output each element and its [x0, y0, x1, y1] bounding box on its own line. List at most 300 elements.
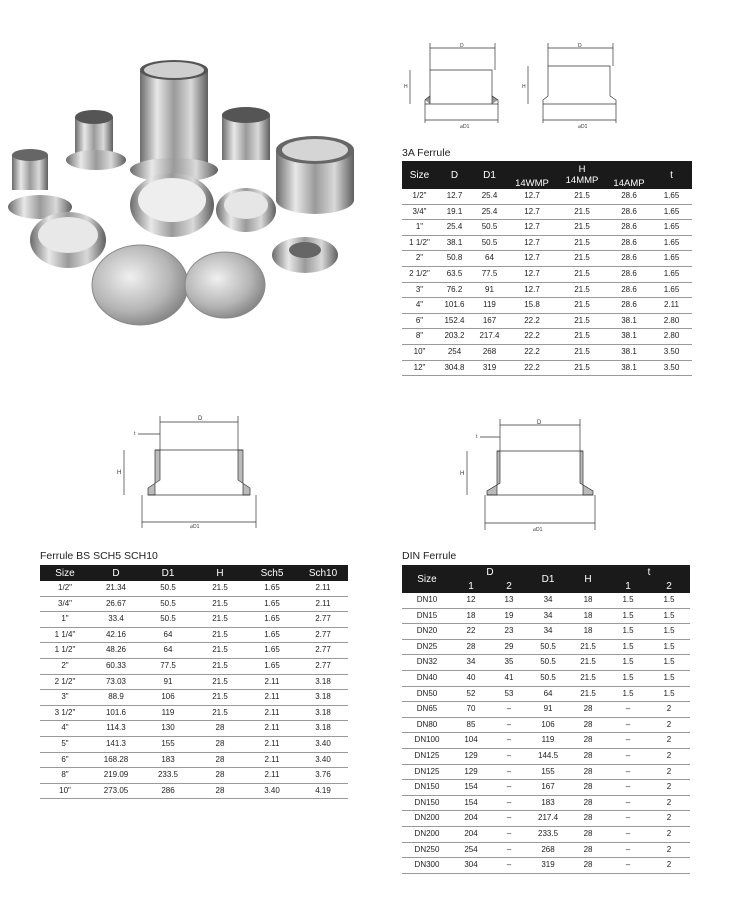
- table-cell: 2": [402, 251, 437, 267]
- table-cell: DN250: [402, 842, 452, 858]
- table-cell: 12.7: [507, 220, 557, 236]
- table-cell: 28.6: [607, 189, 651, 204]
- table-cell: DN200: [402, 811, 452, 827]
- table-cell: 268: [472, 344, 507, 360]
- table-cell: 2.80: [651, 329, 692, 345]
- table-cell: 1.5: [608, 686, 648, 702]
- label-d1: ⌀D1: [533, 527, 543, 533]
- table-cell: 28: [568, 842, 608, 858]
- table-cell: DN150: [402, 795, 452, 811]
- table-cell: 28.6: [607, 298, 651, 314]
- table-cell: 18: [568, 624, 608, 640]
- table-cell: 12.7: [507, 189, 557, 204]
- table-row: [40, 627, 348, 643]
- table-cell: 12.7: [507, 251, 557, 267]
- table-cell: 21.5: [557, 360, 607, 376]
- table-cell: 254: [452, 842, 490, 858]
- table-cell: 1.5: [648, 593, 690, 608]
- table-cell: 50.5: [142, 581, 194, 596]
- table-cell: 50.5: [142, 596, 194, 612]
- table-cell: 77.5: [472, 266, 507, 282]
- table-cell: 1.5: [608, 608, 648, 624]
- table-cell: 155: [528, 764, 568, 780]
- header-sch5: Sch5: [246, 565, 298, 581]
- table-cell: 6": [40, 752, 90, 768]
- table-row: [402, 780, 690, 796]
- table-row: [40, 736, 348, 752]
- label-d: D: [537, 420, 542, 426]
- table-cell: 2: [648, 795, 690, 811]
- table-cell: 35: [490, 655, 528, 671]
- table-cell: 204: [452, 811, 490, 827]
- table-cell: 2: [648, 717, 690, 733]
- table-cell: 3.50: [651, 360, 692, 376]
- table-cell: 168.28: [90, 752, 142, 768]
- table-cell: 154: [452, 780, 490, 796]
- table-row: [402, 702, 690, 718]
- table-cell: 2.77: [298, 658, 348, 674]
- header-sch10: Sch10: [298, 565, 348, 581]
- label-d1: ⌀D1: [460, 124, 470, 130]
- table-cell: 2: [648, 764, 690, 780]
- table-cell: 38.1: [607, 360, 651, 376]
- table-cell: 91: [472, 282, 507, 298]
- table-cell: DN125: [402, 748, 452, 764]
- table-cell: 40: [452, 670, 490, 686]
- table-cell: –: [490, 842, 528, 858]
- table-cell: 12.7: [507, 235, 557, 251]
- table-cell: 21.5: [568, 670, 608, 686]
- table-cell: 2: [648, 858, 690, 874]
- table-cell: 2: [648, 702, 690, 718]
- table-cell: 2: [648, 733, 690, 749]
- label-h: H: [522, 84, 526, 90]
- table-cell: –: [490, 858, 528, 874]
- table-cell: 21.5: [194, 690, 246, 706]
- table-cell: 8": [402, 329, 437, 345]
- table-row: [402, 298, 692, 314]
- table-cell: 154: [452, 795, 490, 811]
- table-row: [40, 721, 348, 737]
- table-row: [402, 811, 690, 827]
- table-cell: 28: [194, 736, 246, 752]
- table-cell: 12.7: [507, 282, 557, 298]
- table-row: [40, 690, 348, 706]
- table-cell: 21.5: [568, 639, 608, 655]
- table-cell: 304.8: [437, 360, 472, 376]
- table-cell: DN100: [402, 733, 452, 749]
- table-cell: 50.5: [142, 612, 194, 628]
- header-d-2: 2: [490, 579, 528, 593]
- table-cell: 217.4: [528, 811, 568, 827]
- label-d: D: [578, 43, 582, 49]
- table-cell: 3.40: [246, 783, 298, 799]
- table-cell: 1.65: [651, 235, 692, 251]
- table-din-ferrule: [402, 565, 690, 874]
- table-cell: 3.18: [298, 721, 348, 737]
- header-size: Size: [402, 161, 437, 189]
- table-cell: 254: [437, 344, 472, 360]
- header-14amp: 14AMP: [607, 161, 651, 189]
- table-row: [402, 764, 690, 780]
- table-cell: 1/2": [40, 581, 90, 596]
- table-cell: 21.5: [194, 581, 246, 596]
- table-cell: 50.8: [437, 251, 472, 267]
- table-cell: 21.5: [568, 686, 608, 702]
- table-cell: 38.1: [607, 344, 651, 360]
- table-cell: 52: [452, 686, 490, 702]
- table-cell: 1.5: [648, 608, 690, 624]
- table-cell: –: [490, 826, 528, 842]
- table-row: [402, 235, 692, 251]
- table-3a-ferrule: [402, 161, 692, 376]
- table-cell: 3.18: [298, 690, 348, 706]
- table-cell: 50.5: [528, 639, 568, 655]
- table-cell: 2.11: [651, 298, 692, 314]
- table-cell: 104: [452, 733, 490, 749]
- table-cell: 1.65: [246, 596, 298, 612]
- table-cell: 2 1/2": [40, 674, 90, 690]
- table-cell: 21.5: [194, 674, 246, 690]
- table-row: [402, 826, 690, 842]
- table-cell: 1.65: [651, 266, 692, 282]
- table-row: [402, 733, 690, 749]
- table-cell: 1.65: [651, 282, 692, 298]
- table-cell: 129: [452, 748, 490, 764]
- header-size: Size: [402, 565, 452, 593]
- title-3a-ferrule: 3A Ferrule: [402, 147, 451, 159]
- table-cell: 18: [452, 608, 490, 624]
- table-cell: 38.1: [607, 313, 651, 329]
- table-cell: 28: [568, 858, 608, 874]
- table-cell: 21.5: [557, 220, 607, 236]
- table-cell: 3 1/2": [40, 705, 90, 721]
- product-photo: [0, 45, 370, 335]
- table-cell: 48.26: [90, 643, 142, 659]
- table-row: [402, 189, 692, 204]
- table-cell: 42.16: [90, 627, 142, 643]
- table-row: [402, 686, 690, 702]
- table-row: [402, 842, 690, 858]
- table-cell: 217.4: [472, 329, 507, 345]
- table-cell: 12: [452, 593, 490, 608]
- table-cell: DN300: [402, 858, 452, 874]
- table-cell: 2.11: [246, 768, 298, 784]
- header-d: D: [90, 565, 142, 581]
- table-cell: 1.65: [246, 627, 298, 643]
- table-cell: 1": [40, 612, 90, 628]
- table-3a-body: [402, 189, 692, 376]
- table-cell: 167: [528, 780, 568, 796]
- title-bs-ferrule: Ferrule BS SCH5 SCH10: [40, 550, 158, 562]
- label-d: D: [460, 43, 464, 49]
- table-cell: 50.5: [528, 670, 568, 686]
- table-cell: 304: [452, 858, 490, 874]
- table-cell: DN15: [402, 608, 452, 624]
- table-cell: 23: [490, 624, 528, 640]
- table-cell: 21.5: [194, 627, 246, 643]
- table-cell: 21.5: [557, 298, 607, 314]
- table-cell: 204: [452, 826, 490, 842]
- table-cell: 4.19: [298, 783, 348, 799]
- table-cell: –: [608, 842, 648, 858]
- table-cell: 130: [142, 721, 194, 737]
- table-cell: 70: [452, 702, 490, 718]
- table-cell: 28.6: [607, 235, 651, 251]
- label-h: H: [117, 470, 122, 476]
- table-cell: –: [490, 780, 528, 796]
- table-cell: 28: [194, 783, 246, 799]
- table-cell: 183: [142, 752, 194, 768]
- table-cell: 12": [402, 360, 437, 376]
- table-row: [402, 858, 690, 874]
- table-cell: 19: [490, 608, 528, 624]
- table-cell: 21.5: [194, 705, 246, 721]
- header-h: H: [194, 565, 246, 581]
- table-row: [40, 581, 348, 596]
- table-cell: 101.6: [437, 298, 472, 314]
- table-cell: 2.11: [246, 674, 298, 690]
- table-cell: 119: [142, 705, 194, 721]
- table-cell: 22.2: [507, 344, 557, 360]
- table-cell: 25.4: [472, 189, 507, 204]
- table-cell: 34: [528, 608, 568, 624]
- table-cell: 203.2: [437, 329, 472, 345]
- table-cell: 91: [528, 702, 568, 718]
- table-cell: 1.65: [246, 581, 298, 596]
- table-cell: 64: [142, 643, 194, 659]
- table-cell: 167: [472, 313, 507, 329]
- header-h-14mmp: H 14MMP: [557, 161, 607, 189]
- table-cell: 21.5: [194, 612, 246, 628]
- table-cell: 286: [142, 783, 194, 799]
- table-cell: 60.33: [90, 658, 142, 674]
- table-cell: 5": [40, 736, 90, 752]
- table-cell: 1.65: [246, 643, 298, 659]
- label-d1: ⌀D1: [578, 124, 588, 130]
- table-cell: 1.5: [648, 639, 690, 655]
- table-cell: 21.5: [194, 643, 246, 659]
- table-cell: 10": [40, 783, 90, 799]
- table-cell: 106: [142, 690, 194, 706]
- table-cell: 12.7: [507, 204, 557, 220]
- table-cell: 21.34: [90, 581, 142, 596]
- table-cell: 3.40: [298, 736, 348, 752]
- table-cell: DN65: [402, 702, 452, 718]
- table-cell: –: [490, 702, 528, 718]
- table-cell: 2.11: [246, 721, 298, 737]
- table-cell: 28: [568, 702, 608, 718]
- table-cell: 22.2: [507, 313, 557, 329]
- table-row: [402, 220, 692, 236]
- table-cell: 2.77: [298, 612, 348, 628]
- label-d1: ⌀D1: [190, 524, 200, 530]
- table-cell: 12.7: [437, 189, 472, 204]
- table-bs-ferrule: [40, 565, 348, 799]
- table-cell: 18: [568, 593, 608, 608]
- table-cell: 3/4": [402, 204, 437, 220]
- table-cell: DN125: [402, 764, 452, 780]
- table-cell: –: [608, 748, 648, 764]
- table-cell: 2: [648, 826, 690, 842]
- table-cell: 21.5: [557, 344, 607, 360]
- table-row: [402, 282, 692, 298]
- table-cell: 21.5: [557, 282, 607, 298]
- table-row: [402, 329, 692, 345]
- table-row: [40, 596, 348, 612]
- table-row: [402, 593, 690, 608]
- table-cell: 64: [528, 686, 568, 702]
- table-din-body: [402, 593, 690, 873]
- table-cell: 28.6: [607, 251, 651, 267]
- table-cell: 64: [142, 627, 194, 643]
- table-cell: 1.5: [608, 655, 648, 671]
- table-cell: 3/4": [40, 596, 90, 612]
- table-cell: 1.5: [648, 655, 690, 671]
- table-cell: 1": [402, 220, 437, 236]
- table-cell: 3.18: [298, 674, 348, 690]
- drawing-bs: [110, 410, 260, 530]
- table-cell: 1 1/4": [40, 627, 90, 643]
- table-cell: 1.65: [246, 658, 298, 674]
- table-cell: 76.2: [437, 282, 472, 298]
- table-cell: 1.5: [608, 624, 648, 640]
- table-row: [40, 658, 348, 674]
- header-d1: D1: [528, 565, 568, 593]
- table-row: [402, 360, 692, 376]
- table-cell: 8": [40, 768, 90, 784]
- table-cell: 3": [40, 690, 90, 706]
- table-cell: 183: [528, 795, 568, 811]
- table-cell: 21.5: [557, 313, 607, 329]
- header-d-1: 1: [452, 579, 490, 593]
- table-bs-body: [40, 581, 348, 799]
- header-14wmp: 14WMP: [507, 161, 557, 189]
- table-row: [402, 795, 690, 811]
- table-cell: 2.11: [246, 752, 298, 768]
- table-cell: 319: [472, 360, 507, 376]
- table-cell: 21.5: [557, 235, 607, 251]
- table-cell: 26.67: [90, 596, 142, 612]
- table-cell: 50.5: [472, 235, 507, 251]
- label-d: D: [198, 416, 203, 422]
- table-cell: –: [490, 795, 528, 811]
- table-row: [402, 655, 690, 671]
- table-cell: –: [608, 811, 648, 827]
- table-cell: –: [608, 795, 648, 811]
- table-cell: 144.5: [528, 748, 568, 764]
- label-t: t: [134, 431, 136, 437]
- table-cell: 28: [568, 733, 608, 749]
- header-t-1: 1: [608, 579, 648, 593]
- header-d1: D1: [142, 565, 194, 581]
- drawing-din: [455, 415, 605, 535]
- table-cell: 1.5: [648, 624, 690, 640]
- table-cell: –: [490, 748, 528, 764]
- table-cell: 19.1: [437, 204, 472, 220]
- table-cell: 3.50: [651, 344, 692, 360]
- table-cell: DN80: [402, 717, 452, 733]
- table-cell: 38.1: [437, 235, 472, 251]
- table-cell: –: [608, 858, 648, 874]
- table-cell: 233.5: [528, 826, 568, 842]
- table-cell: 28: [194, 752, 246, 768]
- table-row: [40, 705, 348, 721]
- table-cell: 29: [490, 639, 528, 655]
- table-cell: –: [490, 733, 528, 749]
- table-cell: 2.11: [298, 596, 348, 612]
- header-t: t: [651, 161, 692, 189]
- table-cell: 21.5: [557, 204, 607, 220]
- table-cell: –: [608, 780, 648, 796]
- table-cell: 2": [40, 658, 90, 674]
- table-cell: 53: [490, 686, 528, 702]
- table-cell: 319: [528, 858, 568, 874]
- table-cell: 1.65: [651, 204, 692, 220]
- table-cell: 1.65: [651, 220, 692, 236]
- table-cell: 63.5: [437, 266, 472, 282]
- table-cell: DN25: [402, 639, 452, 655]
- table-cell: 28.6: [607, 266, 651, 282]
- label-h: H: [460, 471, 465, 477]
- table-cell: 22: [452, 624, 490, 640]
- table-cell: –: [608, 717, 648, 733]
- table-cell: 1/2": [402, 189, 437, 204]
- table-cell: –: [490, 717, 528, 733]
- table-cell: 41: [490, 670, 528, 686]
- table-cell: 2 1/2": [402, 266, 437, 282]
- table-cell: DN40: [402, 670, 452, 686]
- table-cell: 2.11: [246, 705, 298, 721]
- table-cell: 3.40: [298, 752, 348, 768]
- table-cell: –: [608, 764, 648, 780]
- table-cell: 38.1: [607, 329, 651, 345]
- table-row: [402, 608, 690, 624]
- table-cell: 21.5: [557, 266, 607, 282]
- header-d: D: [452, 565, 528, 579]
- table-row: [402, 639, 690, 655]
- table-row: [402, 624, 690, 640]
- drawing-3a-mmp: [518, 38, 633, 133]
- table-cell: 34: [528, 624, 568, 640]
- table-cell: 21.5: [568, 655, 608, 671]
- table-cell: 28: [568, 748, 608, 764]
- table-cell: 28: [568, 795, 608, 811]
- table-row: [40, 752, 348, 768]
- table-cell: 1.5: [608, 593, 648, 608]
- table-cell: 34: [528, 593, 568, 608]
- table-row: [40, 783, 348, 799]
- table-row: [402, 344, 692, 360]
- table-cell: 13: [490, 593, 528, 608]
- table-cell: 18: [568, 608, 608, 624]
- table-cell: 1.5: [608, 670, 648, 686]
- table-row: [402, 748, 690, 764]
- table-cell: 50.5: [472, 220, 507, 236]
- table-cell: 1.5: [648, 670, 690, 686]
- table-cell: 88.9: [90, 690, 142, 706]
- table-cell: 2.11: [246, 690, 298, 706]
- table-row: [40, 612, 348, 628]
- header-t: t: [608, 565, 690, 579]
- table-cell: 3.76: [298, 768, 348, 784]
- table-cell: DN32: [402, 655, 452, 671]
- table-cell: 4": [402, 298, 437, 314]
- header-d1: D1: [472, 161, 507, 189]
- table-cell: 33.4: [90, 612, 142, 628]
- table-cell: 106: [528, 717, 568, 733]
- table-cell: 21.5: [557, 189, 607, 204]
